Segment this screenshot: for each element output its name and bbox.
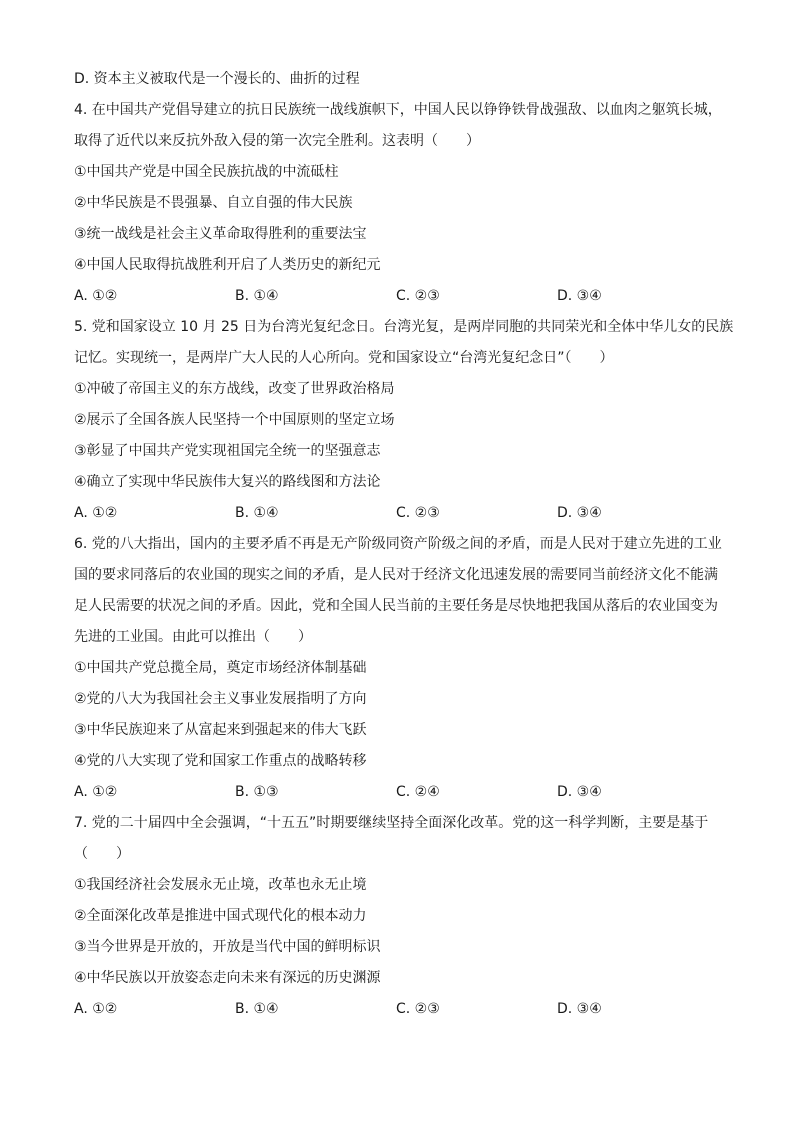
option-d: D. ③④: [557, 288, 602, 304]
option-a: A. ①②: [74, 1001, 118, 1017]
option-c: C. ②③: [396, 1001, 440, 1017]
option-a: A. ①②: [74, 784, 118, 800]
answer-options: [74, 498, 724, 529]
statement-item: ②展示了全国各族人民坚持一个中国原则的坚定立场: [74, 412, 395, 428]
question-stem-line: 7. 党的二十届四中全会强调，“十五五”时期要继续坚持全面深化改革。党的这一科学判断，主要是基于: [74, 815, 709, 831]
answer-options: [74, 994, 724, 1025]
option-a: A. ①②: [74, 288, 118, 304]
statement-item: ③统一战线是社会主义革命取得胜利的重要法宝: [74, 226, 367, 242]
question-7: [74, 808, 724, 1025]
statement-item: ①中国共产党总揽全局，奠定市场经济体制基础: [74, 660, 367, 676]
exam-page: [74, 64, 734, 1025]
prev-question-option-d: D. 资本主义被取代是一个漫长的、曲折的过程: [74, 71, 360, 87]
statement-item: ④党的八大实现了党和国家工作重点的战略转移: [74, 753, 367, 769]
question-stem-line: （ ）: [74, 846, 130, 862]
option-c: C. ②③: [396, 288, 440, 304]
option-d: D. ③④: [557, 784, 602, 800]
option-b: B. ①④: [235, 505, 279, 521]
answer-options: [74, 281, 724, 312]
statement-item: ④确立了实现中华民族伟大复兴的路线图和方法论: [74, 474, 381, 490]
question-stem-line: 取得了近代以来反抗外敌入侵的第一次完全胜利。这表明（ ）: [74, 133, 480, 149]
question-stem-line: 记忆。实现统一，是两岸广大人民的人心所向。党和国家设立“台湾光复纪念日”（ ）: [74, 350, 614, 366]
statement-item: ②全面深化改革是推进中国式现代化的根本动力: [74, 908, 367, 924]
statement-item: ①冲破了帝国主义的东方战线，改变了世界政治格局: [74, 381, 395, 397]
question-stem-line: 4. 在中国共产党倡导建立的抗日民族统一战线旗帜下，中国人民以铮铮铁骨战强敌、以血肉之躯筑长城，: [74, 102, 722, 118]
option-b: B. ①④: [235, 288, 279, 304]
statement-item: ④中国人民取得抗战胜利开启了人类历史的新纪元: [74, 257, 381, 273]
option-d: D. ③④: [557, 505, 602, 521]
option-b: B. ①④: [235, 1001, 279, 1017]
question-5: [74, 312, 734, 529]
question-4: [74, 95, 724, 312]
statement-item: ①中国共产党是中国全民族抗战的中流砥柱: [74, 164, 339, 180]
option-a: A. ①②: [74, 505, 118, 521]
option-c: C. ②④: [396, 784, 440, 800]
option-d: D. ③④: [557, 1001, 602, 1017]
statement-item: ④中华民族以开放姿态走向未来有深远的历史渊源: [74, 970, 381, 986]
option-c: C. ②③: [396, 505, 440, 521]
statement-item: ③中华民族迎来了从富起来到强起来的伟大飞跃: [74, 722, 367, 738]
question-stem-line: 6. 党的八大指出，国内的主要矛盾不再是无产阶级同资产阶级之间的矛盾，而是人民对于建立先进的工业: [74, 536, 722, 552]
statement-item: ①我国经济社会发展永无止境，改革也永无止境: [74, 877, 367, 893]
option-b: B. ①③: [235, 784, 279, 800]
question-stem-line: 足人民需要的状况之间的矛盾。因此，党和全国人民当前的主要任务是尽快地把我国从落后的农业国变为: [74, 598, 718, 614]
statement-item: ②党的八大为我国社会主义事业发展指明了方向: [74, 691, 367, 707]
question-stem-line: 先进的工业国。由此可以推出（ ）: [74, 629, 312, 645]
statement-item: ②中华民族是不畏强暴、自立自强的伟大民族: [74, 195, 353, 211]
question-stem-line: 国的要求同落后的农业国的现实之间的矛盾，是人民对于经济文化迅速发展的需要同当前经济文化不能满: [74, 567, 718, 583]
question-stem-line: 5. 党和国家设立 10 月 25 日为台湾光复纪念日。台湾光复，是两岸同胞的共同荣光和全体中华儿女的民族: [74, 319, 734, 335]
answer-options: [74, 777, 724, 808]
statement-item: ③当今世界是开放的，开放是当代中国的鲜明标识: [74, 939, 381, 955]
question-6: [74, 529, 724, 808]
statement-item: ③彰显了中国共产党实现祖国完全统一的坚强意志: [74, 443, 381, 459]
